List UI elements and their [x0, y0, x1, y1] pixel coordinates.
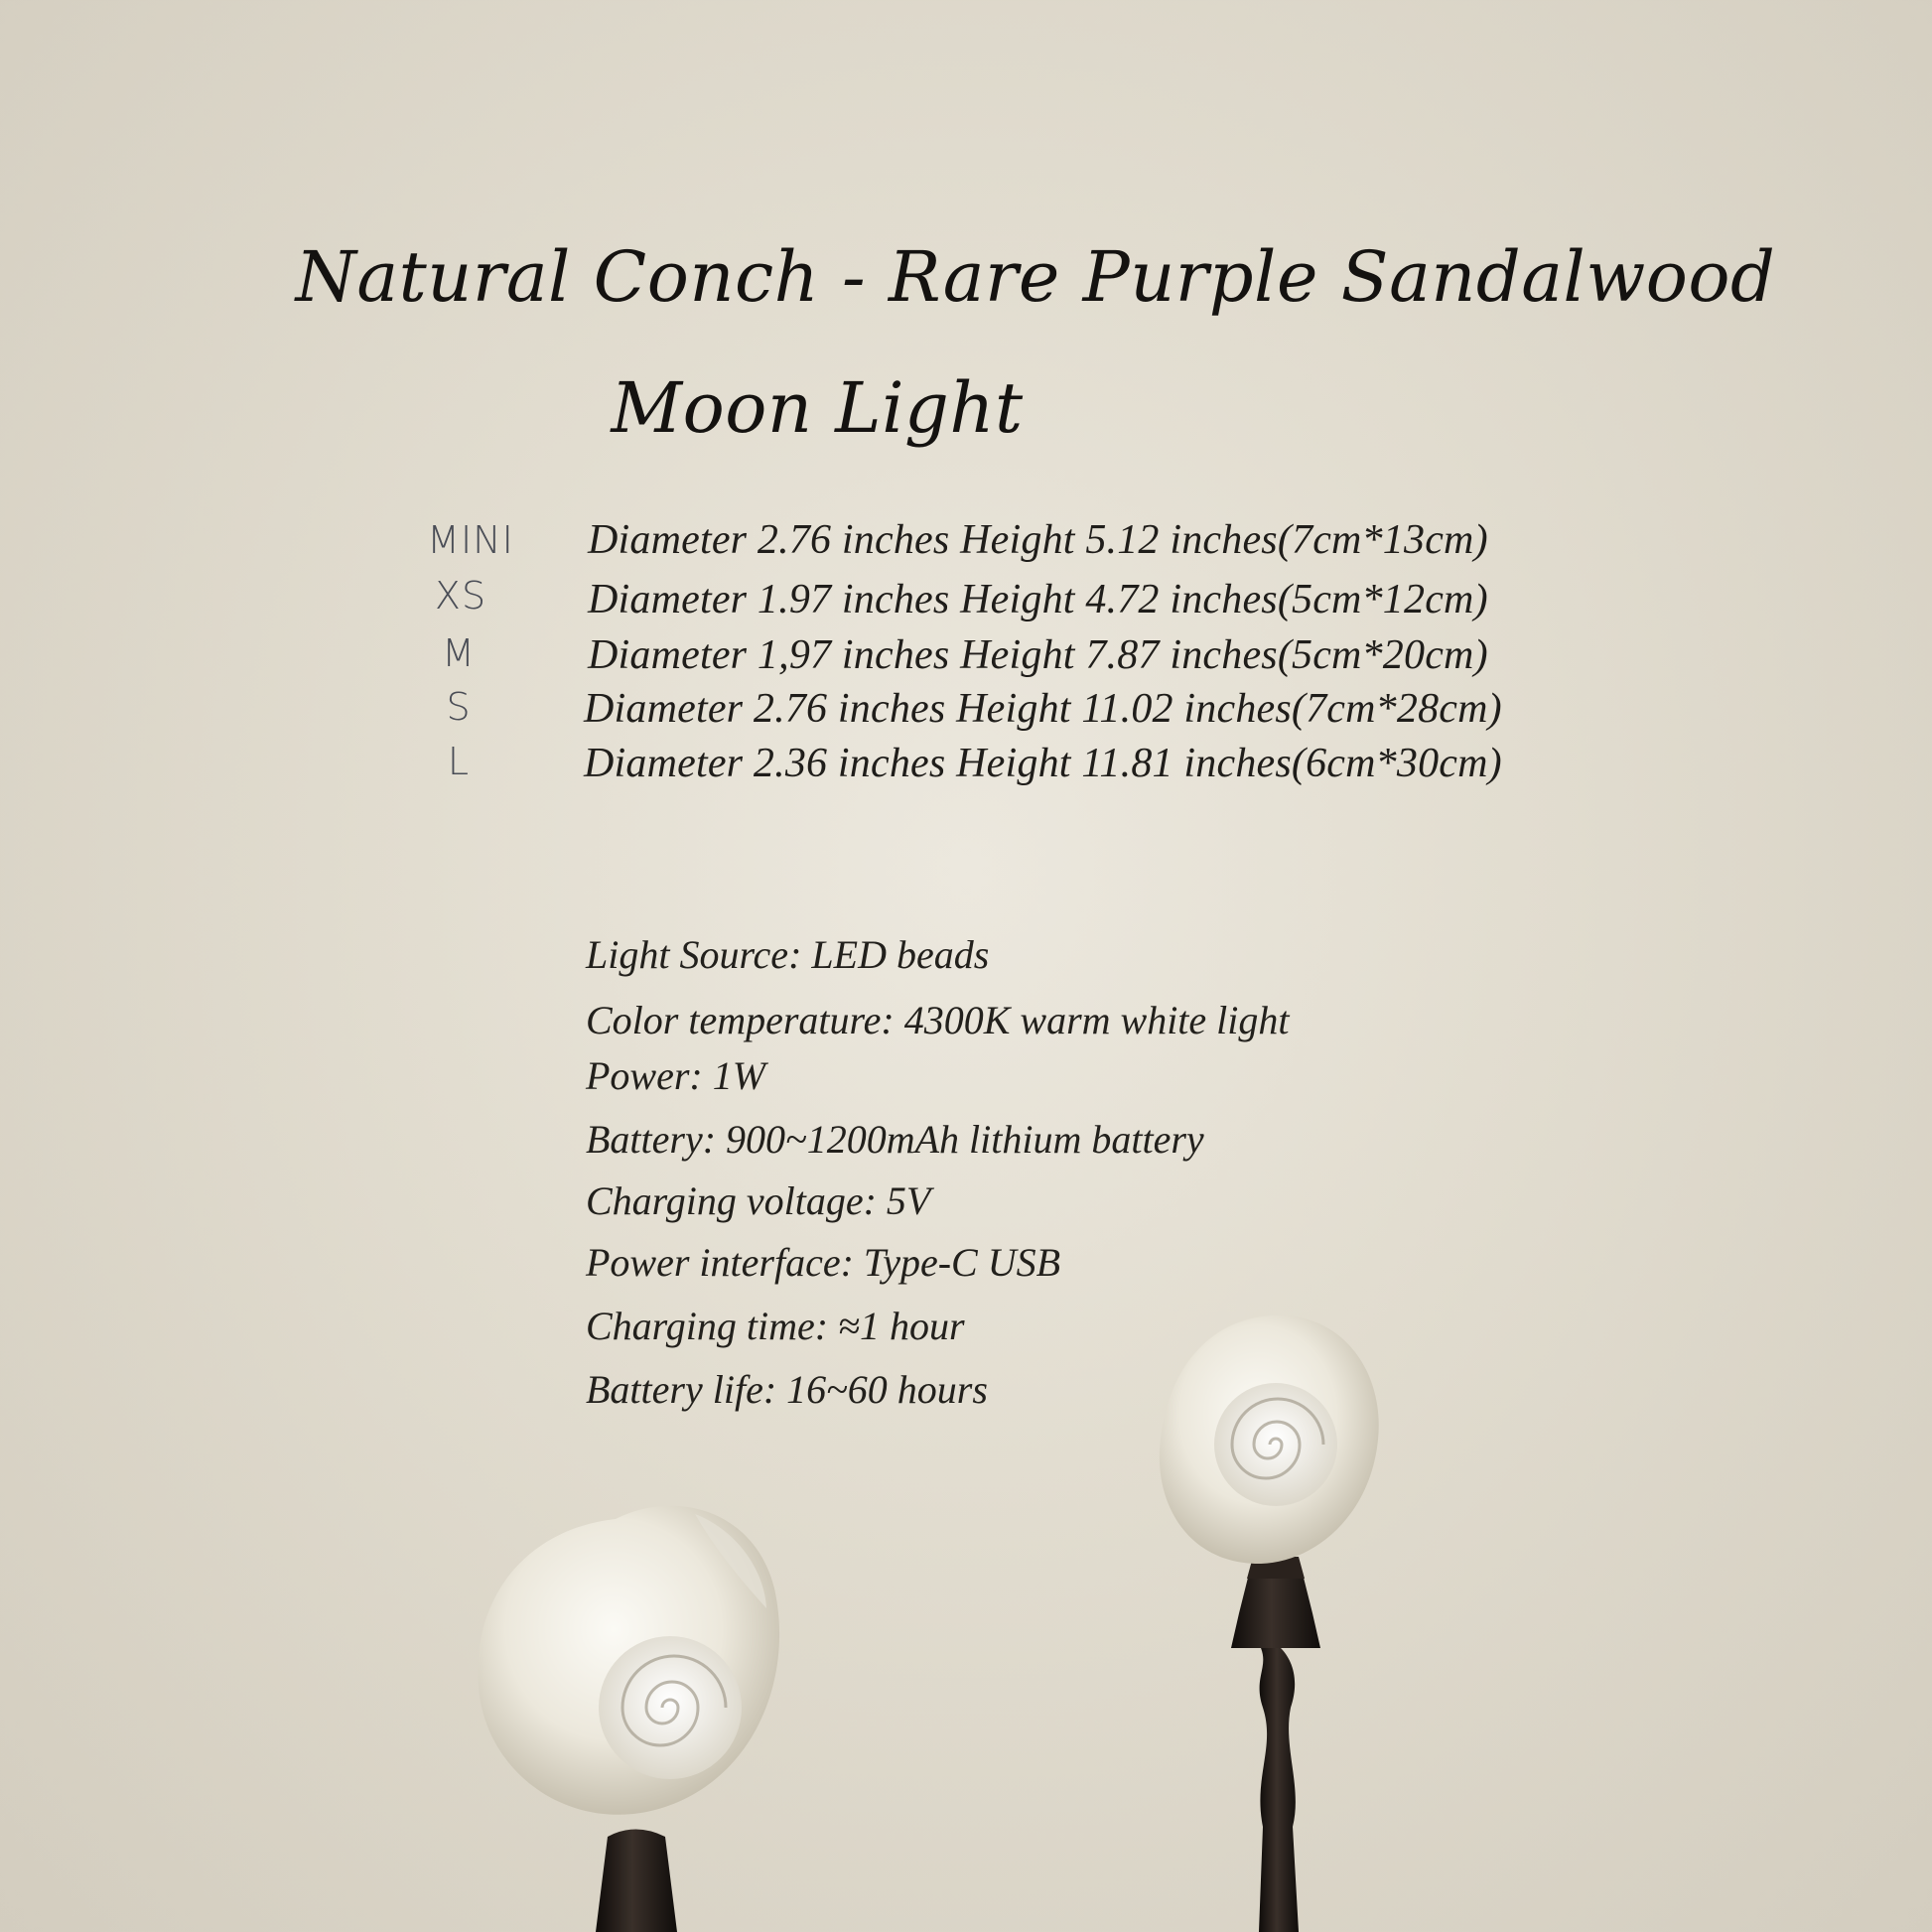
left-conch-lamp [478, 1506, 779, 1932]
size-description: Diameter 2.76 inches Height 11.02 inches(7cm*28cm) [584, 686, 1502, 732]
spec-power-interface: Power interface: Type-C USB [586, 1240, 1061, 1285]
spec-light-source: Light Source: LED beads [586, 932, 990, 977]
size-label: M [442, 631, 476, 675]
right-conch-lamp [1160, 1315, 1379, 1932]
spec-battery: Battery: 900~1200mAh lithium battery [586, 1117, 1204, 1162]
right-lamp-stem [1259, 1648, 1299, 1932]
size-description: Diameter 2.76 inches Height 5.12 inches(7cm*13cm) [588, 517, 1488, 563]
spec-charging-voltage: Charging voltage: 5V [586, 1178, 931, 1223]
size-label: L [447, 740, 471, 783]
size-description: Diameter 1.97 inches Height 4.72 inches(5cm*12cm) [588, 577, 1488, 622]
size-description: Diameter 2.36 inches Height 11.81 inches(6cm*30cm) [584, 741, 1502, 786]
product-subtitle: Moon Light [611, 367, 1024, 449]
size-label: MINI [427, 518, 514, 562]
size-label: XS [434, 574, 487, 618]
size-description: Diameter 1,97 inches Height 7.87 inches(5cm*20cm) [588, 632, 1488, 678]
size-label: S [446, 685, 472, 729]
spec-color-temperature: Color temperature: 4300K warm white light [586, 998, 1290, 1042]
right-lamp-collar [1231, 1574, 1320, 1648]
spec-charging-time: Charging time: ≈1 hour [586, 1304, 965, 1348]
spec-power: Power: 1W [586, 1053, 766, 1098]
left-lamp-stand [596, 1830, 677, 1932]
spec-battery-life: Battery life: 16~60 hours [586, 1367, 988, 1412]
product-title: Natural Conch - Rare Purple Sandalwood [295, 236, 1776, 318]
